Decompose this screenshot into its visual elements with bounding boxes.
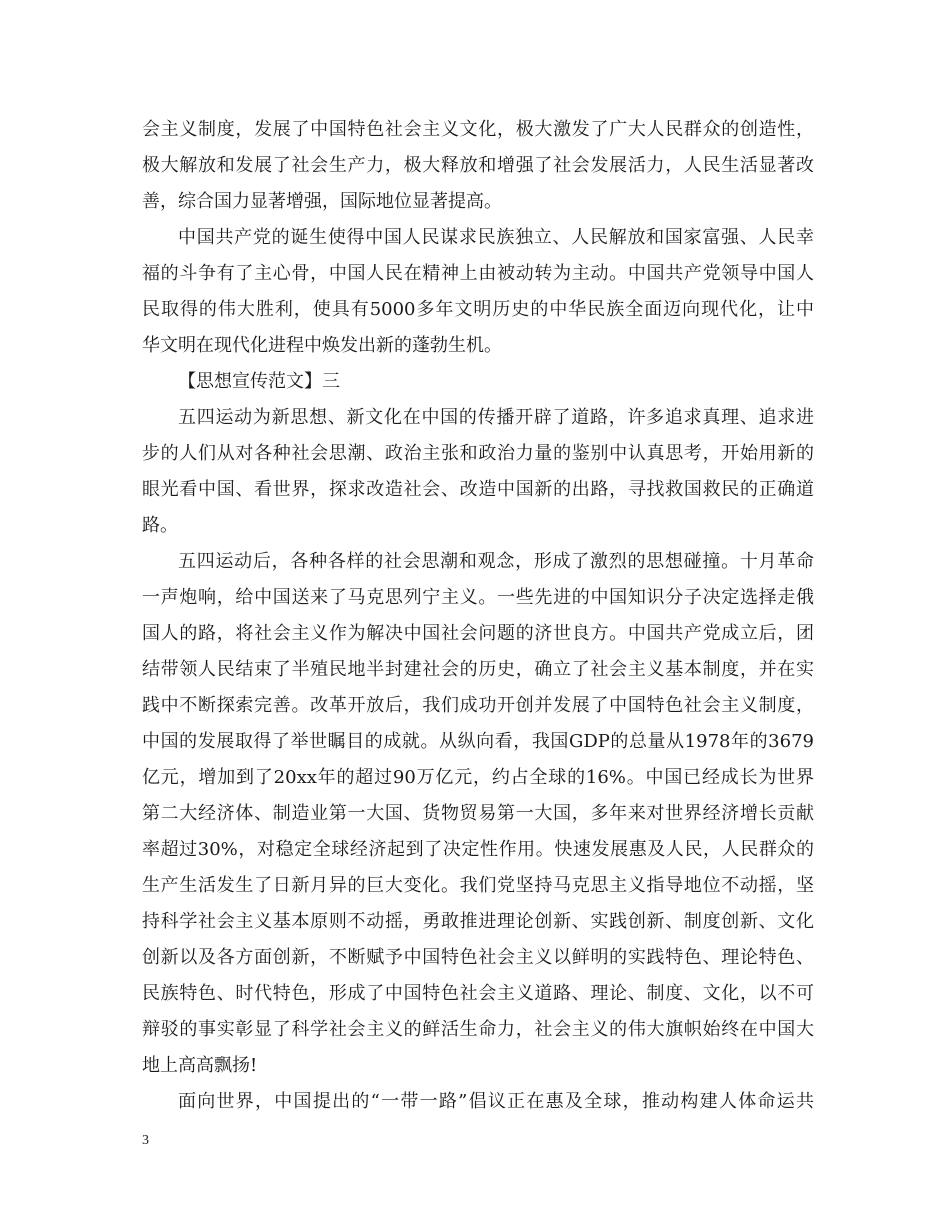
paragraph bbox=[142, 364, 814, 400]
text-line: 华文明在现代化进程中焕发出新的蓬勃生机。 bbox=[142, 335, 502, 356]
text-line: 极大解放和发展了社会生产力，极大释放和增强了社会发展活力，人民生活显著改 bbox=[142, 155, 814, 176]
text-line: 第二大经济体、制造业第一大国、货物贸易第一大国，多年来对世界经济增长贡献 bbox=[142, 803, 814, 824]
text-line: 辩驳的事实彰显了科学社会主义的鲜活生命力，社会主义的伟大旗帜始终在中国大 bbox=[142, 1019, 814, 1040]
paragraph bbox=[142, 1084, 814, 1120]
text-line: 践中不断探索完善。改革开放后，我们成功开创并发展了中国特色社会主义制度， bbox=[142, 695, 814, 716]
text-line: 福的斗争有了主心骨，中国人民在精神上由被动转为主动。中国共产党领导中国人 bbox=[142, 263, 814, 284]
paragraph bbox=[142, 220, 814, 364]
text-line: 率超过30%，对稳定全球经济起到了决定性作用。快速发展惠及人民，人民群众的 bbox=[142, 839, 814, 860]
page-number: 3 bbox=[142, 1133, 149, 1148]
text-line: 亿元，增加到了20xx年的超过90万亿元，约占全球的16%。中国已经成长为世界 bbox=[142, 767, 814, 788]
text-line: 持科学社会主义基本原则不动摇，勇敢推进理论创新、实践创新、制度创新、文化 bbox=[142, 911, 814, 932]
text-line: 地上高高飘扬! bbox=[142, 1055, 258, 1076]
document-body bbox=[142, 112, 814, 1120]
text-line: 五四运动后，各种各样的社会思潮和观念，形成了激烈的思想碰撞。十月革命 bbox=[178, 551, 814, 572]
text-line: 结带领人民结束了半殖民地半封建社会的历史，确立了社会主义基本制度，并在实 bbox=[142, 659, 814, 680]
text-line: 国人的路，将社会主义作为解决中国社会问题的济世良方。中国共产党成立后，团 bbox=[142, 623, 814, 644]
paragraph bbox=[142, 544, 814, 1084]
text-line: 民族特色、时代特色，形成了中国特色社会主义道路、理论、制度、文化，以不可 bbox=[142, 983, 814, 1004]
text-line: 善，综合国力显著增强，国际地位显著提高。 bbox=[142, 191, 502, 212]
text-line: 创新以及各方面创新，不断赋予中国特色社会主义以鲜明的实践特色、理论特色、 bbox=[142, 947, 814, 968]
text-line: 生产生活发生了日新月异的巨大变化。我们党坚持马克思主义指导地位不动摇，坚 bbox=[142, 875, 814, 896]
paragraph bbox=[142, 400, 814, 544]
text-line: 【思想宣传范文】三 bbox=[178, 371, 340, 392]
text-line: 民取得的伟大胜利，使具有5000多年文明历史的中华民族全面迈向现代化，让中 bbox=[142, 299, 814, 320]
text-line: 中国的发展取得了举世瞩目的成就。从纵向看，我国GDP的总量从1978年的3679 bbox=[142, 731, 814, 752]
text-line: 中国共产党的诞生使得中国人民谋求民族独立、人民解放和国家富强、人民幸 bbox=[178, 227, 814, 248]
text-line: 一声炮响，给中国送来了马克思列宁主义。一些先进的中国知识分子决定选择走俄 bbox=[142, 587, 814, 608]
paragraph bbox=[142, 112, 814, 220]
text-line: 面向世界，中国提出的“一带一路”倡议正在惠及全球，推动构建人体命运共 bbox=[178, 1091, 814, 1112]
text-line: 步的人们从对各种社会思潮、政治主张和政治力量的鉴别中认真思考，开始用新的 bbox=[142, 443, 814, 464]
text-line: 五四运动为新思想、新文化在中国的传播开辟了道路，许多追求真理、追求进 bbox=[178, 407, 814, 428]
text-line: 会主义制度，发展了中国特色社会主义文化，极大激发了广大人民群众的创造性， bbox=[142, 119, 814, 140]
text-line: 眼光看中国、看世界，探求改造社会、改造中国新的出路，寻找救国救民的正确道 bbox=[142, 479, 814, 500]
text-line: 路。 bbox=[142, 515, 178, 536]
